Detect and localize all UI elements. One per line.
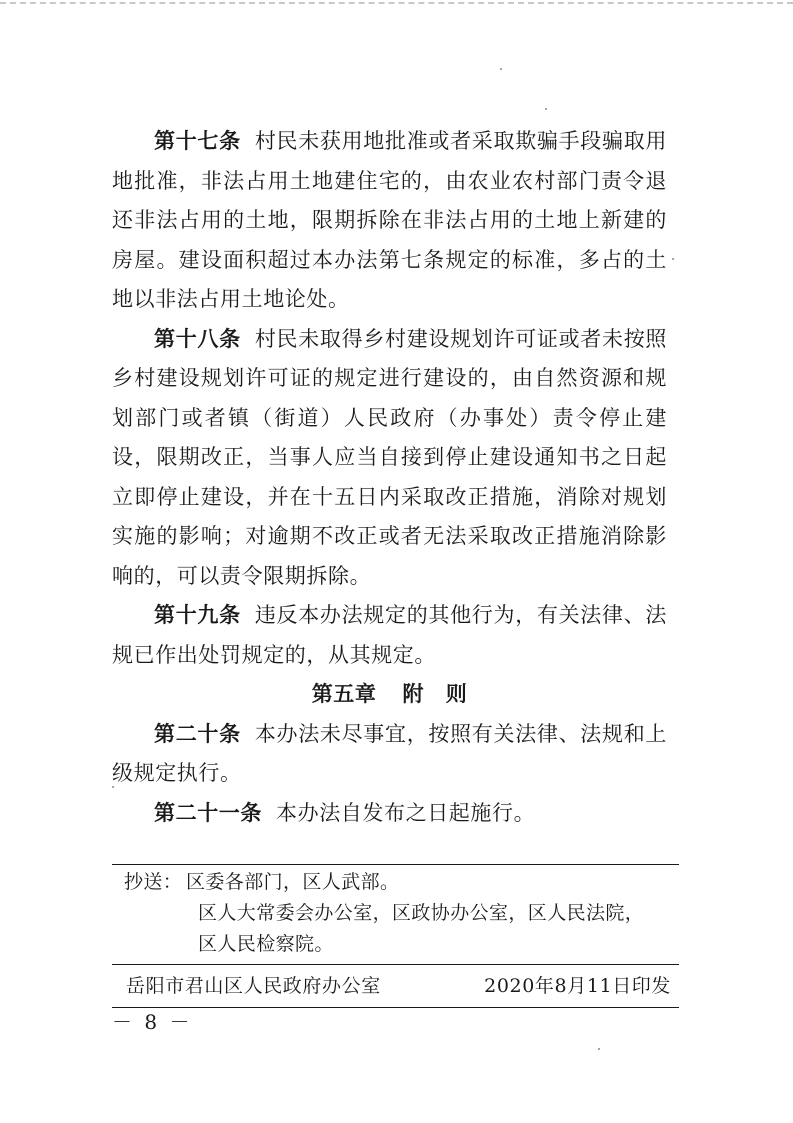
scan-speck: [672, 258, 674, 260]
scan-speck: [545, 108, 547, 110]
article-text: 村民未取得乡村建设规划许可证或者未按照乡村建设规划许可证的规定进行建设的，由自然资源和规划部门或者镇（街道）人民政府（办事处）责令停止建设，限期改正，当事人应当自接到停止建设通知书之日起立即停止建设，并在十五日内采取改正措施，消除对规划实施的影响；对逾期不改正或者无法采取改正措施消除影响的，可以责令限期拆除。: [112, 326, 668, 588]
article-heading: 第十八条: [154, 326, 241, 351]
article-20: [112, 715, 667, 794]
cc-label: 抄送：: [124, 871, 183, 893]
document-body: [112, 122, 667, 833]
article-text: 村民未获用地批准或者采取欺骗手段骗取用地批准，非法占用土地建住宅的，由农业农村部门责令退还非法占用的土地，限期拆除在非法占用的土地上新建的房屋。建设面积超过本办法第七条规定的标准，多占的土地以非法占用土地论处。: [112, 129, 668, 311]
article-19: [112, 596, 667, 675]
article-heading: 第十七条: [154, 129, 241, 153]
cc-line-1: [124, 867, 679, 898]
cc-recipients-3: 区人民检察院。: [198, 933, 334, 955]
cc-recipients-2: 区人大常委会办公室，区政协办公室，区人民法院，: [198, 902, 645, 924]
issuer-row: [112, 965, 679, 1007]
scan-top-edge: [0, 2, 793, 7]
chapter-number: 第五章: [311, 682, 377, 706]
article-heading: 第二十条: [154, 721, 241, 746]
article-text: 本办法自发布之日起施行。: [276, 800, 536, 825]
article-21: [112, 794, 667, 834]
chapter-title: 附 则: [402, 682, 468, 706]
article-text: 违反本办法规定的其他行为，有关法律、法规已作出处罚规定的，从其规定。: [112, 603, 668, 667]
article-17: [112, 122, 667, 320]
scan-speck: [112, 786, 114, 788]
bottom-rule: [112, 1007, 679, 1008]
scan-speck: [500, 68, 502, 70]
distribution-block: [112, 864, 679, 1008]
article-heading: 第十九条: [154, 603, 241, 627]
issuing-office: 岳阳市君山区人民政府办公室: [126, 975, 381, 997]
page-number: － 8 －: [112, 1010, 193, 1034]
issue-date: 2020年8月11日印发: [484, 975, 671, 997]
chapter-heading: [112, 675, 667, 715]
cc-list: [112, 865, 679, 964]
article-18: [112, 320, 667, 597]
article-heading: 第二十一条: [154, 800, 262, 825]
cc-recipients-1: 区委各部门，区人武部。: [186, 871, 400, 893]
scan-speck: [598, 1048, 600, 1050]
article-text: 本办法未尽事宜，按照有关法律、法规和上级规定执行。: [112, 721, 668, 785]
